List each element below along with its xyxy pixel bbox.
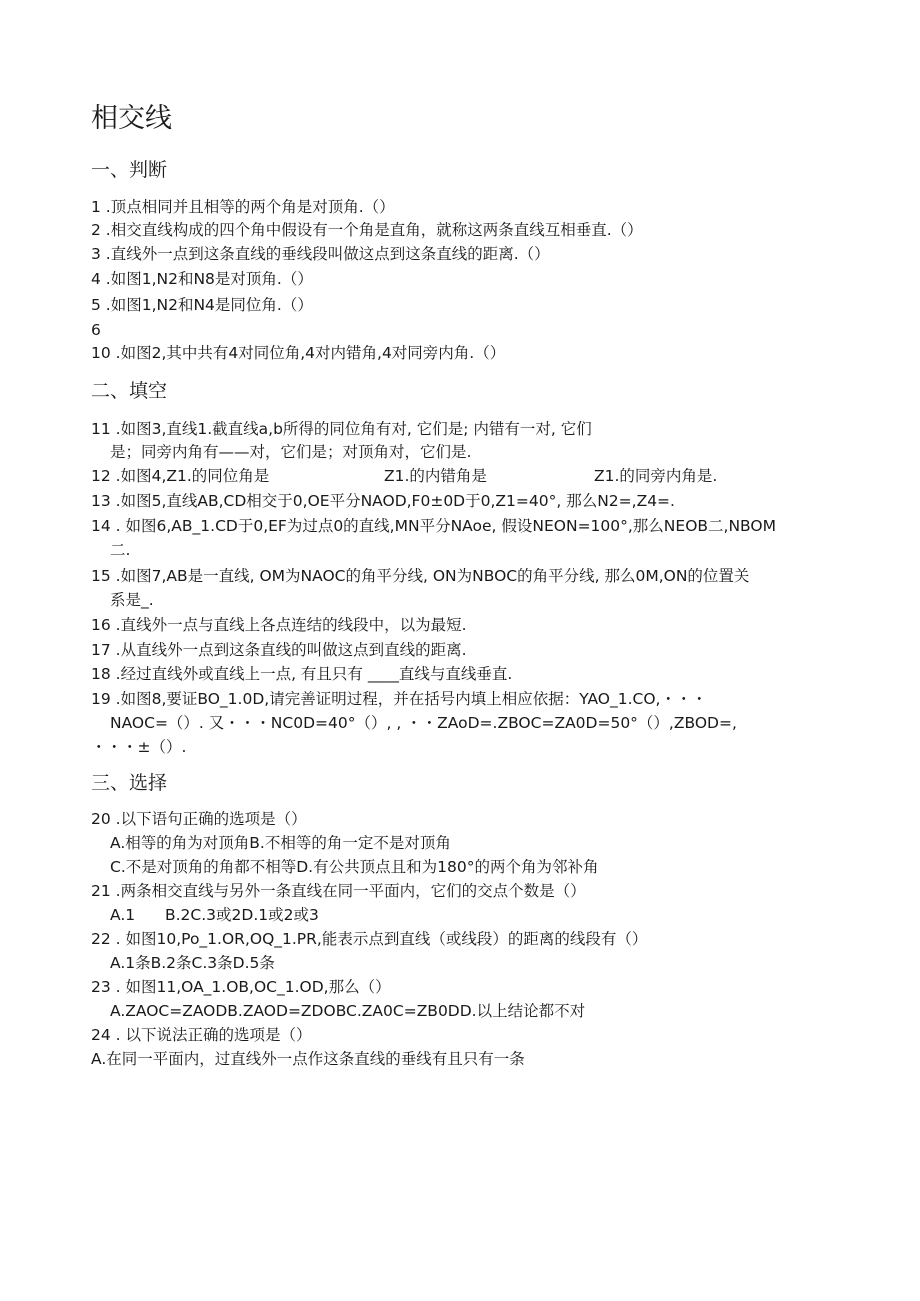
- section-heading-fill: 二、填空: [91, 380, 168, 402]
- section-heading-choice: 三、选择: [91, 772, 168, 794]
- question-21-options-bcd: B.2C.3或2D.1或2或3: [165, 906, 319, 924]
- question-15-line-2: 系是_.: [110, 591, 154, 609]
- question-12-part-1: 12 .如图4,Z1.的同位角是: [91, 467, 270, 485]
- question-21: 21 .两条相交直线与另外一条直线在同一平面内，它们的交点个数是（）: [91, 882, 586, 900]
- question-20-options-ab: A.相等的角为对顶角B.不相等的角一定不是对顶角: [110, 834, 451, 852]
- question-24: 24 . 以下说法正确的选项是（）: [91, 1026, 312, 1044]
- question-15-line-1: 15 .如图7,AB是一直线, OM为NAOC的角平分线, ON为NBOC的角平分线, 那么0M,ON的位置关: [91, 567, 750, 585]
- question-23: 23 . 如图11,OA_1.OB,OC_1.OD,那么（）: [91, 978, 391, 996]
- question-10: 10 .如图2,其中共有4对同位角,4对内错角,4对同旁内角.（）: [91, 344, 506, 362]
- question-5: 5 .如图1,N2和N4是同位角.（）: [91, 296, 313, 314]
- question-22: 22 . 如图10,Po_1.OR,OQ_1.PR,能表示点到直线（或线段）的距离的线段有（）: [91, 930, 648, 948]
- question-4: 4 .如图1,N2和N8是对顶角.（）: [91, 270, 313, 288]
- question-21-option-a: A.1: [110, 906, 136, 924]
- question-22-options: A.1条B.2条C.3条D.5条: [110, 954, 275, 972]
- question-12-part-2: Z1.的内错角是: [384, 467, 487, 485]
- question-14-line-1: 14 . 如图6,AB_1.CD于0,EF为过点0的直线,MN平分NAoe, 假设NEON=100°,那么NEOB二,NBOM: [91, 517, 776, 535]
- question-17: 17 .从直线外一点到这条直线的叫做这点到直线的距离.: [91, 641, 467, 659]
- page-title: 相交线: [91, 103, 172, 134]
- question-20-options-cd: C.不是对顶角的角都不相等D.有公共顶点且和为180°的两个角为邻补角: [110, 858, 599, 876]
- question-2: 2 .相交直线构成的四个角中假设有一个角是直角，就称这两条直线互相垂直.（）: [91, 221, 643, 239]
- question-19-line-3: ・・・±（）.: [91, 738, 187, 756]
- question-3: 3 .直线外一点到这条直线的垂线段叫做这点到这条直线的距离.（）: [91, 245, 550, 263]
- question-23-options: A.ZAOC=ZAODB.ZAOD=ZDOBC.ZA0C=ZB0DD.以上结论都不对: [110, 1002, 586, 1020]
- question-14-line-2: 二.: [110, 541, 131, 559]
- question-18: 18 .经过直线外或直线上一点, 有且只有 ____直线与直线垂直.: [91, 665, 513, 683]
- question-19-line-1: 19 .如图8,要证BO_1.0D,请完善证明过程，并在括号内填上相应依据：YAO_1.CO,・・・: [91, 690, 707, 708]
- question-16: 16 .直线外一点与直线上各点连结的线段中，以为最短.: [91, 616, 467, 634]
- question-12-part-3: Z1.的同旁内角是.: [594, 467, 718, 485]
- question-13: 13 .如图5,直线AB,CD相交于0,OE平分NAOD,F0±0D于0,Z1=40°, 那么N2=,Z4=.: [91, 492, 675, 510]
- section-heading-judge: 一、判断: [91, 159, 168, 181]
- question-19-line-2: NAOC=（）. 又・・・NC0D=40°（）, , ・・ZAoD=.ZBOC=ZA0D=50°（）,ZBOD=,: [110, 714, 737, 732]
- question-11-line-2: 是；同旁内角有——对，它们是；对顶角对，它们是.: [110, 443, 472, 461]
- question-6: 6: [91, 321, 101, 339]
- question-20: 20 .以下语句正确的选项是（）: [91, 810, 307, 828]
- question-11-line-1: 11 .如图3,直线1.截直线a,b所得的同位角有对, 它们是; 内错有一对, 它们: [91, 420, 592, 438]
- question-24-option-a: A.在同一平面内，过直线外一点作这条直线的垂线有且只有一条: [91, 1050, 525, 1068]
- question-1: 1 .顶点相同并且相等的两个角是对顶角.（）: [91, 198, 395, 216]
